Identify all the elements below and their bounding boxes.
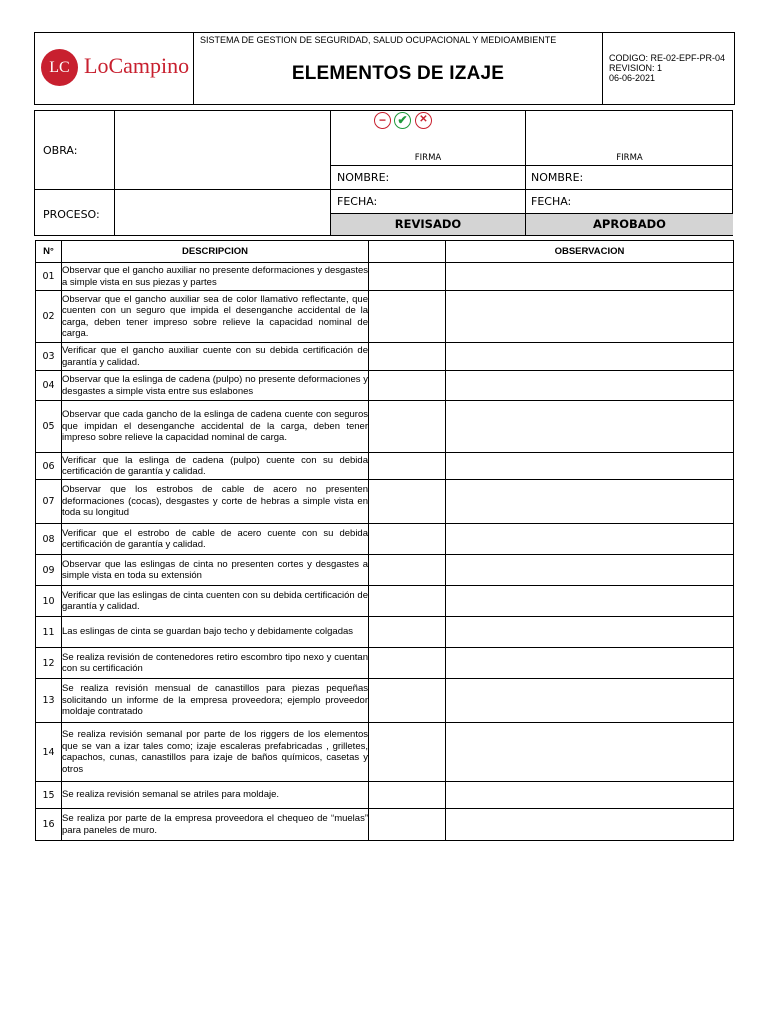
row-observation-cell[interactable] [446, 617, 734, 648]
table-row [36, 586, 734, 617]
table-header-row [36, 241, 734, 263]
column-header-descripcion: DESCRIPCION [62, 241, 369, 263]
row-observation-cell[interactable] [446, 648, 734, 679]
row-check-cell[interactable] [369, 343, 446, 371]
company-logo [41, 49, 193, 89]
row-observation-cell[interactable] [446, 524, 734, 555]
row-observation-cell[interactable] [446, 291, 734, 343]
divider [330, 189, 733, 190]
row-number: 02 [36, 291, 62, 343]
row-observation-cell[interactable] [446, 679, 734, 723]
row-description: Verificar que las eslingas de cinta cuenten con su debida certificación de garantía y calidad. [62, 586, 369, 617]
nombre-aprobado-label: NOMBRE: [531, 171, 584, 184]
row-number: 16 [36, 809, 62, 841]
table-row [36, 291, 734, 343]
row-description: Se realiza por parte de la empresa proveedora el chequeo de “muelas” para paneles de muro. [62, 809, 369, 841]
table-row [36, 401, 734, 453]
row-number: 12 [36, 648, 62, 679]
logo-wordmark: LoCampino [84, 53, 190, 78]
divider [330, 165, 733, 166]
row-number: 05 [36, 401, 62, 453]
row-observation-cell[interactable] [446, 401, 734, 453]
row-observation-cell[interactable] [446, 343, 734, 371]
firma-aprobado-label: FIRMA [616, 153, 643, 163]
firma-revisado-label: FIRMA [414, 153, 442, 163]
row-check-cell[interactable] [369, 586, 446, 617]
row-observation-cell[interactable] [446, 809, 734, 841]
row-description: Observar que las eslingas de cinta no presenten cortes y desgastes a simple vista en toda su extensión [62, 555, 369, 586]
row-description: Verificar que la eslinga de cadena (pulpo) cuente con su debida certificación de garantía y calidad. [62, 453, 369, 480]
row-number: 13 [36, 679, 62, 723]
row-observation-cell[interactable] [446, 371, 734, 401]
fecha-aprobado-label: FECHA: [531, 195, 572, 208]
table-row [36, 263, 734, 291]
minus-circle-icon: − [374, 112, 391, 129]
row-check-cell[interactable] [369, 782, 446, 809]
table-row [36, 617, 734, 648]
row-observation-cell[interactable] [446, 263, 734, 291]
row-number: 11 [36, 617, 62, 648]
row-description: Se realiza revisión de contenedores retiro escombro tipo nexo y cuentan con su certificación [62, 648, 369, 679]
checklist-table [35, 240, 734, 841]
row-number: 08 [36, 524, 62, 555]
row-observation-cell[interactable] [446, 782, 734, 809]
row-description: Observar que cada gancho de la eslinga de cadena cuente con seguros que impidan el desenganche accidental de la carga, deben tener impreso sobre relieve la capacidad nominal de carga. [62, 401, 369, 453]
row-number: 15 [36, 782, 62, 809]
row-check-cell[interactable] [369, 263, 446, 291]
row-observation-cell[interactable] [446, 723, 734, 782]
document-code: CODIGO: RE-02-EPF-PR-04 [609, 53, 726, 63]
row-description: Se realiza revisión semanal por parte de los riggers de los elementos que se van a izar tales como; izaje escaleras prefabricadas , grilletes, capachos, cunas, canastillos para izaje de baños químicos, casetas y otros [62, 723, 369, 782]
row-check-cell[interactable] [369, 524, 446, 555]
table-row [36, 343, 734, 371]
document-title: ELEMENTOS DE IZAJE [291, 63, 505, 84]
logo-mark: LC [41, 49, 78, 86]
row-check-cell[interactable] [369, 617, 446, 648]
row-number: 06 [36, 453, 62, 480]
table-row [36, 782, 734, 809]
table-row [36, 648, 734, 679]
row-check-cell[interactable] [369, 401, 446, 453]
cross-circle-icon: ✕ [415, 112, 432, 129]
row-check-cell[interactable] [369, 723, 446, 782]
table-row [36, 723, 734, 782]
document-revision: REVISION: 1 [609, 63, 663, 73]
row-check-cell[interactable] [369, 291, 446, 343]
table-row [36, 809, 734, 841]
row-observation-cell[interactable] [446, 480, 734, 524]
fecha-revisado-label: FECHA: [337, 195, 378, 208]
row-description: Las eslingas de cinta se guardan bajo techo y debidamente colgadas [62, 617, 369, 648]
row-check-cell[interactable] [369, 648, 446, 679]
row-observation-cell[interactable] [446, 453, 734, 480]
check-circle-icon: ✔ [394, 112, 411, 129]
row-description: Observar que la eslinga de cadena (pulpo) no presente deformaciones y desgastes a simple vista entre sus eslabones [62, 371, 369, 401]
document-header [34, 32, 735, 105]
document-date: 06-06-2021 [609, 73, 656, 83]
divider [114, 111, 115, 235]
obra-label: OBRA: [43, 144, 78, 157]
row-check-cell[interactable] [369, 809, 446, 841]
row-check-cell[interactable] [369, 453, 446, 480]
document-code-block [609, 53, 725, 83]
table-row [36, 524, 734, 555]
logo-cell [35, 33, 194, 104]
row-number: 14 [36, 723, 62, 782]
table-row [36, 480, 734, 524]
row-number: 04 [36, 371, 62, 401]
row-number: 07 [36, 480, 62, 524]
row-description: Se realiza revisión semanal se atriles para moldaje. [62, 782, 369, 809]
row-description: Observar que el gancho auxiliar no presente deformaciones y desgastes a simple vista en sus piezas y partes [62, 263, 369, 291]
row-number: 09 [36, 555, 62, 586]
revisado-label: REVISADO [331, 214, 525, 235]
table-row [36, 555, 734, 586]
table-row [36, 371, 734, 401]
column-header-observacion: OBSERVACION [446, 241, 734, 263]
row-description: Verificar que el gancho auxiliar cuente con su debida certificación de garantía y calidad. [62, 343, 369, 371]
nombre-revisado-label: NOMBRE: [337, 171, 390, 184]
column-header-num: N° [36, 241, 62, 263]
row-check-cell[interactable] [369, 371, 446, 401]
table-row [36, 679, 734, 723]
info-block [34, 110, 733, 236]
row-description: Observar que los estrobos de cable de acero no presenten deformaciones (cocas), desgastes y corte de hebras a simple vista en toda su longitud [62, 480, 369, 524]
document-code-cell [602, 33, 735, 104]
system-name: SISTEMA DE GESTION DE SEGURIDAD, SALUD OCUPACIONAL Y MEDIOAMBIENTE [200, 35, 557, 45]
row-description: Observar que el gancho auxiliar sea de color llamativo reflectante, que cuenten con un seguro que impida el desenganche accidental de la carga, deben tener impreso sobre relieve la capacidad nominal de carga. [62, 291, 369, 343]
row-check-cell[interactable] [369, 679, 446, 723]
proceso-label: PROCESO: [43, 208, 100, 221]
aprobado-label: APROBADO [526, 214, 733, 235]
row-number: 01 [36, 263, 62, 291]
row-description: Verificar que el estrobo de cable de acero cuente con su debida certificación de garantía y calidad. [62, 524, 369, 555]
row-number: 03 [36, 343, 62, 371]
row-description: Se realiza revisión mensual de canastillos para piezas pequeñas solicitando un informe de la empresa proveedora; ejemplo proveedor moldaje contratado [62, 679, 369, 723]
row-observation-cell[interactable] [446, 555, 734, 586]
column-header-check [369, 241, 446, 263]
row-observation-cell[interactable] [446, 586, 734, 617]
row-number: 10 [36, 586, 62, 617]
divider [35, 189, 330, 190]
row-check-cell[interactable] [369, 480, 446, 524]
table-row [36, 453, 734, 480]
row-check-cell[interactable] [369, 555, 446, 586]
